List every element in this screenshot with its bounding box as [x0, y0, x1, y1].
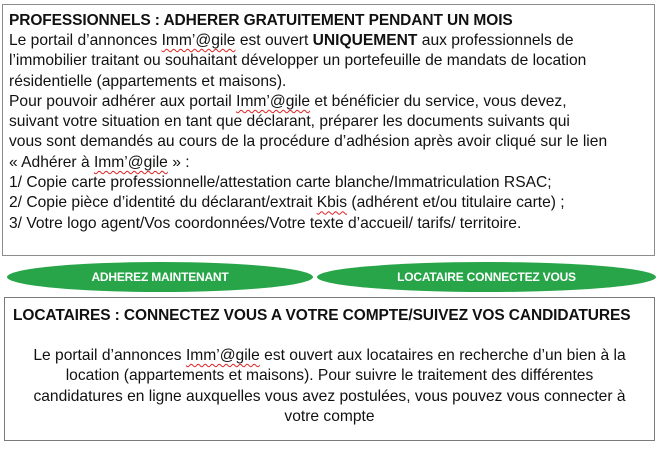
- pro-text-line: Le portail d’annonces Imm’@gile est ouvert UNIQUEMENT aux professionnels de: [9, 32, 574, 49]
- loc-text-line: Le portail d’annonces Imm’@gile est ouvert aux locataires en recherche d’un bien à la: [33, 347, 626, 364]
- adherez-maintenant-button[interactable]: ADHEREZ MAINTENANT: [7, 262, 313, 292]
- pro-text-line: l’immobilier traitant ou souhaitant développer un portefeuille de mandats de location: [9, 52, 587, 70]
- document-list-item: 1/ Copie carte professionnelle/attestation carte blanche/Immatriculation RSAC;: [9, 174, 552, 192]
- professionnels-panel: [2, 4, 655, 256]
- loc-text-line: candidatures en ligne auxquelles vous avez postulées, vous pouvez vous connecter à: [33, 387, 626, 405]
- pro-text-line: Pour pouvoir adhérer aux portail Imm’@gile et bénéficier du service, vous devez,: [9, 92, 567, 110]
- loc-text-line: location (appartements et maisons). Pour suivre le traitement des différentes: [65, 367, 594, 385]
- document-list-item: 3/ Votre logo agent/Vos coordonnées/Votre texte d’accueil/ tarifs/ territoire.: [9, 214, 522, 232]
- emphasis-uniquement: UNIQUEMENT: [312, 32, 418, 49]
- brand-name: Imm’@gile: [161, 32, 236, 49]
- locataires-text: [13, 346, 646, 427]
- locataires-title: LOCATAIRES : CONNECTEZ VOUS A VOTRE COMPTE/SUIVEZ VOS CANDIDATURES: [13, 307, 631, 324]
- pro-text-line: résidentielle (appartements et maisons).: [9, 72, 287, 90]
- professionnels-title: PROFESSIONNELS : ADHERER GRATUITEMENT PENDANT UN MOIS: [9, 12, 513, 29]
- kbis-word: Kbis: [316, 194, 348, 212]
- document-list-item: 2/ Copie pièce d’identité du déclarant/extrait Kbis (adhérent et/ou titulaire carte) ;: [9, 194, 565, 212]
- locataires-panel: [4, 297, 655, 441]
- pro-text-line: vous sont demandés au cours de la procédure d’adhésion après avoir cliqué sur le lien: [9, 133, 608, 151]
- brand-name: Imm’@gile: [236, 92, 310, 110]
- brand-name: Imm’@gile: [93, 153, 168, 171]
- locataire-connectez-vous-button[interactable]: LOCATAIRE CONNECTEZ VOUS: [317, 262, 656, 292]
- brand-name: Imm’@gile: [185, 347, 260, 364]
- pro-text-line: « Adhérer à Imm’@gile » :: [9, 153, 190, 171]
- loc-text-line: votre compte: [284, 407, 375, 425]
- pro-text-line: suivant votre situation en tant que déclarant, préparer les documents suivants qui: [9, 113, 570, 131]
